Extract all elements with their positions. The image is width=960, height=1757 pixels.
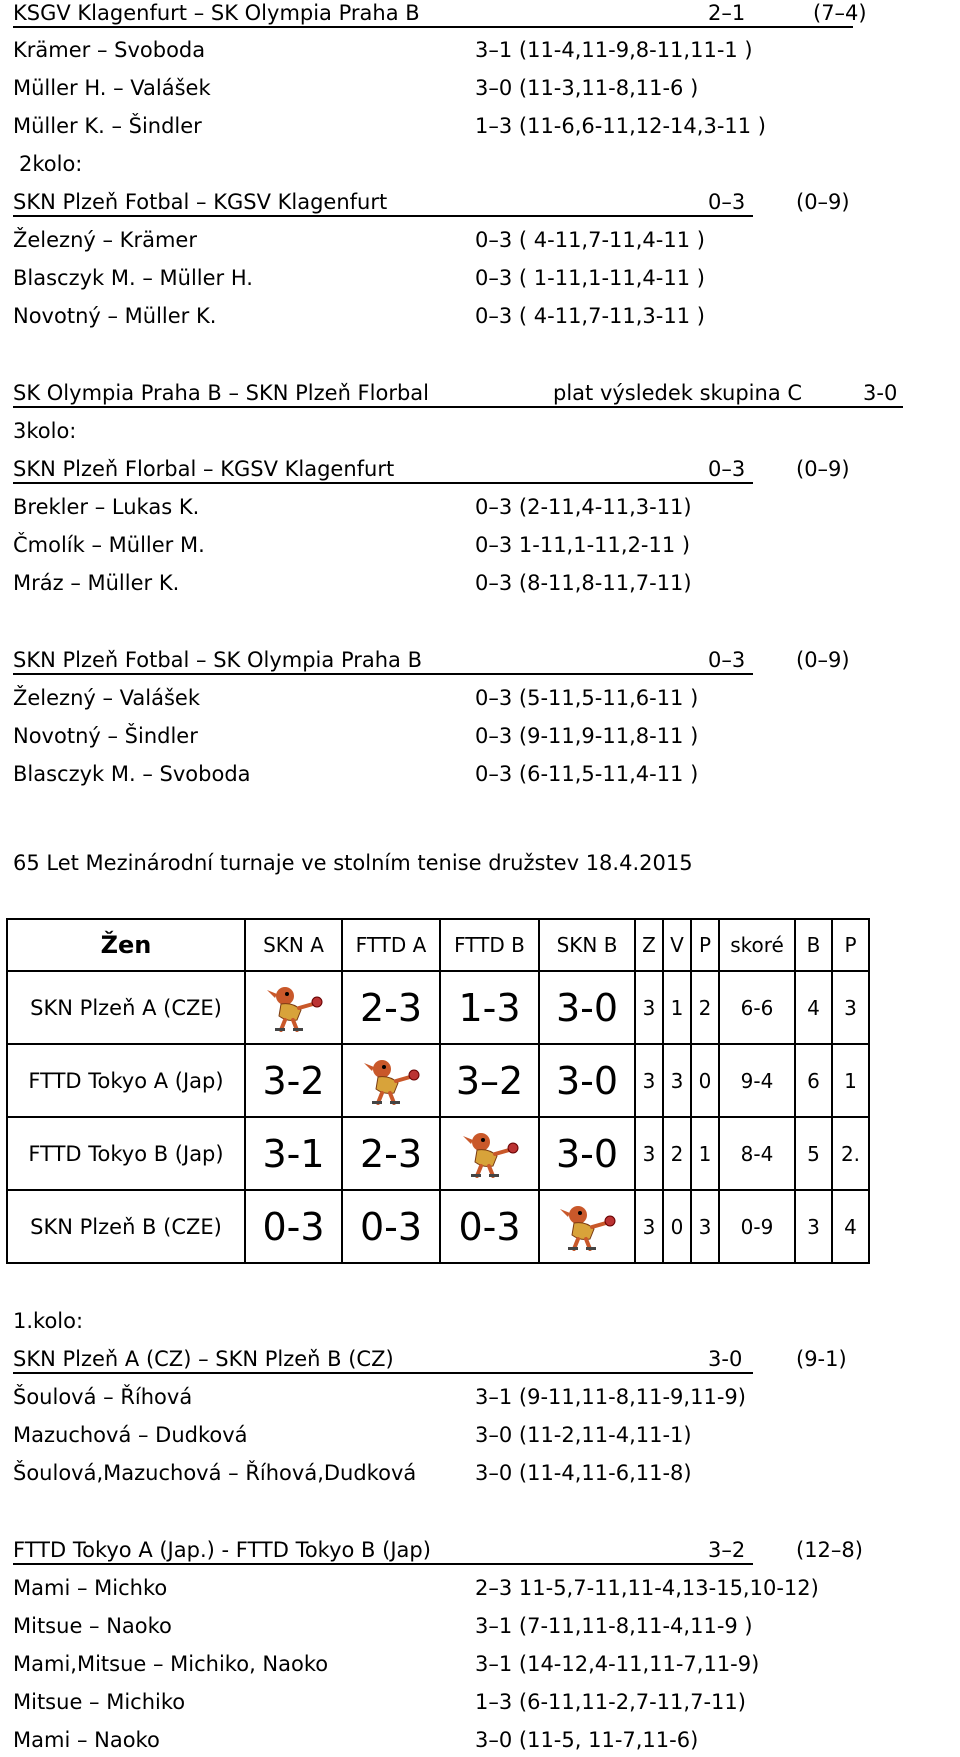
column-header: P [832, 919, 869, 971]
line-label: 1.kolo: [13, 1309, 84, 1333]
line-label: Mitsue – Michiko [13, 1690, 186, 1714]
points: 5 [795, 1117, 832, 1190]
line-value: (7–4) [813, 1, 867, 25]
table-tennis-player-icon [459, 1130, 521, 1178]
table-row [7, 1044, 869, 1117]
line-value: 0–3 1-11,1-11,2-11 ) [475, 533, 691, 557]
result-line [13, 685, 913, 711]
wins: 0 [663, 1190, 691, 1263]
line-label: Müller H. – Valášek [13, 76, 211, 100]
match-score: 3-2 [245, 1044, 342, 1117]
result-line [13, 1308, 913, 1334]
result-line [13, 37, 913, 63]
line-value: 2–1 [708, 1, 746, 25]
line-label: Blasczyk M. – Svoboda [13, 762, 251, 786]
result-line [13, 227, 913, 253]
self-match-cell [440, 1117, 539, 1190]
losses: 2 [691, 971, 719, 1044]
match-header-line [13, 647, 850, 675]
line-value: (0–9) [796, 648, 850, 672]
line-value: 3–0 (11-2,11-4,11-1) [475, 1423, 692, 1447]
team-name: FTTD Tokyo B (Jap) [7, 1117, 245, 1190]
line-label: SKN Plzeň Fotbal – SK Olympia Praha B [13, 648, 422, 672]
column-header: FTTD A [342, 919, 440, 971]
result-line [13, 1727, 913, 1753]
line-label: Müller K. – Šindler [13, 114, 202, 138]
wins: 3 [663, 1044, 691, 1117]
points: 3 [795, 1190, 832, 1263]
line-value: 3-0 [708, 1347, 743, 1371]
line-value: 0–3 (6-11,5-11,4-11 ) [475, 762, 699, 786]
match-header-line [13, 456, 850, 484]
line-label: Šoulová,Mazuchová – Říhová,Dudková [13, 1461, 417, 1485]
score-total: 6-6 [719, 971, 795, 1044]
table-tennis-player-icon [360, 1057, 422, 1105]
line-label: Železný – Krämer [13, 228, 197, 252]
line-value: 0–3 ( 4-11,7-11,3-11 ) [475, 304, 705, 328]
line-value: 3–1 (9-11,11-8,11-9,11-9) [475, 1385, 746, 1409]
line-label: Mami – Michko [13, 1576, 168, 1600]
result-line [13, 1613, 913, 1639]
placement: 2. [832, 1117, 869, 1190]
match-score: 2-3 [342, 1117, 440, 1190]
score-total: 9-4 [719, 1044, 795, 1117]
line-label: 3kolo: [13, 419, 77, 443]
line-value: (12–8) [796, 1538, 863, 1562]
points: 6 [795, 1044, 832, 1117]
table-header-row [7, 919, 869, 971]
line-label: KSGV Klagenfurt – SK Olympia Praha B [13, 1, 420, 25]
line-value: 0–3 (2-11,4-11,3-11) [475, 495, 692, 519]
result-line [13, 75, 913, 101]
line-label: FTTD Tokyo A (Jap.) - FTTD Tokyo B (Jap) [13, 1538, 431, 1562]
line-label: Blasczyk M. – Müller H. [13, 266, 253, 290]
match-header-line [13, 1537, 863, 1565]
line-label: Mami – Naoko [13, 1728, 160, 1752]
line-value: 1–3 (11-6,6-11,12-14,3-11 ) [475, 114, 766, 138]
line-value: 3–0 (11-4,11-6,11-8) [475, 1461, 692, 1485]
match-score: 3-0 [539, 1117, 635, 1190]
match-score: 3-0 [539, 971, 635, 1044]
result-line [13, 1460, 913, 1486]
line-value: 0–3 (9-11,9-11,8-11 ) [475, 724, 699, 748]
losses: 3 [691, 1190, 719, 1263]
team-name: SKN Plzeň B (CZE) [7, 1190, 245, 1263]
match-header-line [13, 380, 903, 408]
column-header: SKN B [539, 919, 635, 971]
result-line [13, 761, 913, 787]
line-value: 3–1 (14-12,4-11,11-7,11-9) [475, 1652, 760, 1676]
line-value: 3-0 [863, 381, 898, 405]
match-header-line [13, 0, 867, 28]
line-value: 0–3 (8-11,8-11,7-11) [475, 571, 692, 595]
losses: 1 [691, 1117, 719, 1190]
result-line [13, 303, 913, 329]
line-label: Mazuchová – Dudková [13, 1423, 248, 1447]
match-score: 1-3 [440, 971, 539, 1044]
table-row [7, 1117, 869, 1190]
wins: 2 [663, 1117, 691, 1190]
line-label: Novotný – Müller K. [13, 304, 217, 328]
line-label: Novotný – Šindler [13, 724, 198, 748]
line-value: 0–3 ( 1-11,1-11,4-11 ) [475, 266, 705, 290]
match-header-line [13, 189, 850, 217]
column-header: skoré [719, 919, 795, 971]
line-label: 65 Let Mezinárodní turnaje ve stolním tenise družstev 18.4.2015 [13, 851, 693, 875]
line-value: 0–3 [708, 457, 746, 481]
line-label: Brekler – Lukas K. [13, 495, 200, 519]
line-label: Železný – Valášek [13, 686, 201, 710]
result-line [13, 532, 913, 558]
matches-played: 3 [635, 1190, 663, 1263]
table-row [7, 1190, 869, 1263]
column-header: Z [635, 919, 663, 971]
line-label: SKN Plzeň Florbal – KGSV Klagenfurt [13, 457, 395, 481]
self-match-cell [245, 971, 342, 1044]
table-tennis-player-icon [556, 1203, 618, 1251]
match-score: 0-3 [245, 1190, 342, 1263]
column-header: P [691, 919, 719, 971]
match-score: 2-3 [342, 971, 440, 1044]
score-total: 8-4 [719, 1117, 795, 1190]
placement: 3 [832, 971, 869, 1044]
line-value: 1–3 (6-11,11-2,7-11,7-11) [475, 1690, 746, 1714]
result-line [13, 1651, 913, 1677]
column-header: FTTD B [440, 919, 539, 971]
line-value: (9-1) [796, 1347, 847, 1371]
line-label: Mráz – Müller K. [13, 571, 180, 595]
results-table [6, 918, 870, 1264]
score-total: 0-9 [719, 1190, 795, 1263]
line-value: 2–3 11-5,7-11,11-4,13-15,10-12) [475, 1576, 819, 1600]
line-label: Čmolík – Müller M. [13, 533, 205, 557]
result-line [13, 1384, 913, 1410]
table-tennis-player-icon [263, 984, 325, 1032]
placement: 1 [832, 1044, 869, 1117]
result-line [13, 723, 913, 749]
result-line [13, 151, 913, 177]
column-header: SKN A [245, 919, 342, 971]
self-match-cell [539, 1190, 635, 1263]
table-row [7, 971, 869, 1044]
result-line [13, 1575, 913, 1601]
match-score: 3–2 [440, 1044, 539, 1117]
match-header-line [13, 1346, 847, 1374]
line-value: 0–3 [708, 190, 746, 214]
matches-played: 3 [635, 971, 663, 1044]
line-label: SKN Plzeň Fotbal – KGSV Klagenfurt [13, 190, 388, 214]
column-header: Žen [7, 919, 245, 971]
line-value: 0–3 [708, 648, 746, 672]
result-line [13, 1689, 913, 1715]
team-name: FTTD Tokyo A (Jap) [7, 1044, 245, 1117]
result-line [13, 265, 913, 291]
line-label: 2kolo: [19, 152, 83, 176]
placement: 4 [832, 1190, 869, 1263]
line-value: 3–0 (11-5, 11-7,11-6) [475, 1728, 699, 1752]
result-line [13, 1422, 913, 1448]
line-label: Mami,Mitsue – Michiko, Naoko [13, 1652, 329, 1676]
line-label: SK Olympia Praha B – SKN Plzeň Florbal [13, 381, 429, 405]
line-label: Krämer – Svoboda [13, 38, 206, 62]
result-line [13, 850, 913, 876]
line-value: 3–2 [708, 1538, 746, 1562]
line-value: 3–1 (7-11,11-8,11-4,11-9 ) [475, 1614, 753, 1638]
result-line [13, 418, 913, 444]
result-line [13, 570, 913, 596]
match-score: 0-3 [342, 1190, 440, 1263]
team-name: SKN Plzeň A (CZE) [7, 971, 245, 1044]
line-value: (0–9) [796, 190, 850, 214]
line-value: (0–9) [796, 457, 850, 481]
match-score: 3-0 [539, 1044, 635, 1117]
column-header: V [663, 919, 691, 971]
match-score: 0-3 [440, 1190, 539, 1263]
result-line [13, 494, 913, 520]
line-value: 0–3 (5-11,5-11,6-11 ) [475, 686, 699, 710]
line-value: 3–1 (11-4,11-9,8-11,11-1 ) [475, 38, 753, 62]
points: 4 [795, 971, 832, 1044]
losses: 0 [691, 1044, 719, 1117]
line-label: SKN Plzeň A (CZ) – SKN Plzeň B (CZ) [13, 1347, 394, 1371]
line-label: Mitsue – Naoko [13, 1614, 172, 1638]
column-header: B [795, 919, 832, 971]
self-match-cell [342, 1044, 440, 1117]
line-label: Šoulová – Říhová [13, 1385, 193, 1409]
matches-played: 3 [635, 1044, 663, 1117]
result-line [13, 113, 913, 139]
wins: 1 [663, 971, 691, 1044]
line-value: 3–0 (11-3,11-8,11-6 ) [475, 76, 699, 100]
line-value: plat výsledek skupina C [553, 381, 803, 405]
match-score: 3-1 [245, 1117, 342, 1190]
matches-played: 3 [635, 1117, 663, 1190]
line-value: 0–3 ( 4-11,7-11,4-11 ) [475, 228, 705, 252]
